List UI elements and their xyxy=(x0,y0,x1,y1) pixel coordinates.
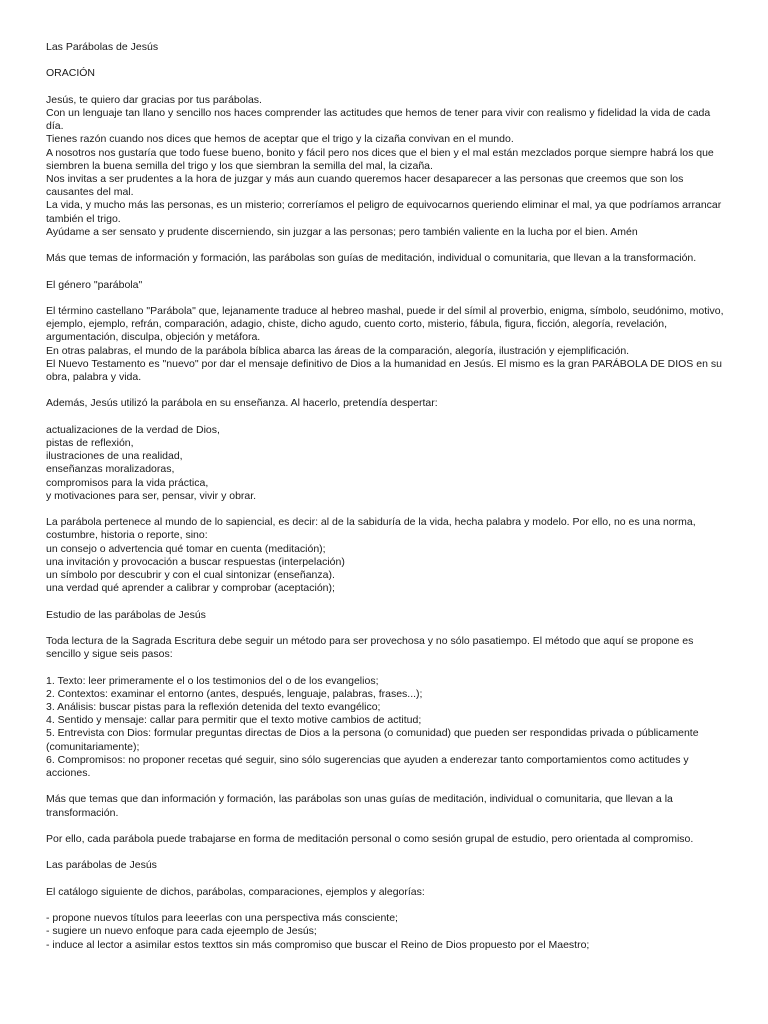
text-line: La vida, y mucho más las personas, es un misterio; correríamos el peligro de equivocarnos queriendo eliminar el mal, ya que podríamos arrancar también el trigo. xyxy=(46,199,722,225)
text-line: Ayúdame a ser sensato y prudente discerniendo, sin juzgar a las personas; pero también valiente en la lucha por el bien. Amén xyxy=(46,225,638,238)
text-paragraph xyxy=(46,305,726,384)
text-paragraph xyxy=(46,516,726,595)
text-line: Jesús, te quiero dar gracias por tus parábolas. xyxy=(46,93,262,106)
document-title xyxy=(46,41,726,54)
text-line: La parábola pertenece al mundo de lo sapiencial, es decir: al de la sabiduría de la vida, hecha palabra y modelo. Por ello, no es una norma, costumbre, historia o reporte, sino: xyxy=(46,516,696,542)
text-line: Por ello, cada parábola puede trabajarse en forma de meditación personal o como sesión grupal de estudio, pero orientada al compromiso. xyxy=(46,832,694,845)
document-page xyxy=(46,41,726,965)
text-line: Tienes razón cuando nos dices que hemos de aceptar que el trigo y la cizaña convivan en el mundo. xyxy=(46,133,514,146)
text-line: Más que temas de información y formación, las parábolas son guías de meditación, individual o comunitaria, que llevan a la transformación. xyxy=(46,252,697,265)
text-paragraph xyxy=(46,833,726,846)
text-line: 1. Texto: leer primeramente el o los testimonios del o de los evangelios; xyxy=(46,674,379,687)
text-line: Las Parábolas de Jesús xyxy=(46,41,159,53)
text-paragraph xyxy=(46,912,726,952)
text-line: Más que temas que dan información y formación, las parábolas son unas guías de meditación, individual o comunitaria, que llevan a la transformación. xyxy=(46,793,673,819)
text-line: - sugiere un nuevo enfoque para cada ejeemplo de Jesús; xyxy=(46,925,317,938)
text-line: El catálogo siguiente de dichos, parábolas, comparaciones, ejemplos y alegorías: xyxy=(46,885,425,898)
text-line: - induce al lector a asimilar estos texttos sin más compromiso que buscar el Reino de Dios propuesto por el Maestro; xyxy=(46,938,590,951)
text-line: A nosotros nos gustaría que todo fuese bueno, bonito y fácil pero nos dices que el bien y el mal están mezclados porque siempre habrá los que siembren la buena semilla del trigo y los que siembran la semilla del mal, la cizaña. xyxy=(46,146,714,172)
text-line: pistas de reflexión, xyxy=(46,436,134,449)
text-line: una verdad qué aprender a calibrar y comprobar (aceptación); xyxy=(46,582,335,595)
text-paragraph xyxy=(46,279,726,292)
text-paragraph xyxy=(46,67,726,80)
text-line: 3. Análisis: buscar pistas para la reflexión detenida del texto evangélico; xyxy=(46,700,381,713)
text-line: compromisos para la vida práctica, xyxy=(46,476,209,489)
text-paragraph xyxy=(46,886,726,899)
text-paragraph xyxy=(46,635,726,661)
text-line: 6. Compromisos: no proponer recetas qué seguir, sino sólo sugerencias que ayuden a enderezar tanto comportamientos como actitudes y acciones. xyxy=(46,753,689,779)
text-line: Las parábolas de Jesús xyxy=(46,859,157,872)
text-line: 2. Contextos: examinar el entorno (antes, después, lenguaje, palabras, frases...); xyxy=(46,687,423,700)
text-line: ilustraciones de una realidad, xyxy=(46,450,183,463)
text-paragraph xyxy=(46,793,726,819)
text-line: Nos invitas a ser prudentes a la hora de juzgar y más aun cuando queremos hacer desaparecer a las personas que creemos que son los causantes del mal. xyxy=(46,173,684,199)
text-line: El Nuevo Testamento es "nuevo" por dar el mensaje definitivo de Dios a la humanidad en Jesús. El mismo es la gran PARÁBOLA DE DIOS en su obra, palabra y vida. xyxy=(46,357,722,383)
text-line: 4. Sentido y mensaje: callar para permitir que el texto motive cambios de actitud; xyxy=(46,714,422,727)
text-line: - propone nuevos títulos para leeerlas con una perspectiva más consciente; xyxy=(46,912,398,925)
text-line: un consejo o advertencia qué tomar en cuenta (meditación); xyxy=(46,542,326,555)
text-paragraph xyxy=(46,94,726,239)
text-paragraph xyxy=(46,252,726,265)
text-line: El término castellano "Parábola" que, lejanamente traduce al hebreo mashal, puede ir del símil al proverbio, enigma, símbolo, seudónimo, motivo, ejemplo, ejemplo, refrán, comparación, adagio, chiste, dicho agudo, cuento corto, misterio, fábula, figura, ficción, alegoría, revelación, argumentación, disculpa, objeción y metáfora. xyxy=(46,304,724,344)
text-line: Con un lenguaje tan llano y sencillo nos haces comprender las actitudes que hemos de tener para vivir con realismo y fidelidad la vida de cada día. xyxy=(46,106,711,133)
text-line: una invitación y provocación a buscar respuestas (interpelación) xyxy=(46,555,345,568)
text-line: actualizaciones de la verdad de Dios, xyxy=(46,423,220,436)
text-line: un símbolo por descubrir y con el cual sintonizar (enseñanza). xyxy=(46,569,335,581)
text-line: El género "parábola" xyxy=(46,278,143,291)
text-paragraph xyxy=(46,675,726,781)
text-line: y motivaciones para ser, pensar, vivir y obrar. xyxy=(46,489,257,502)
text-line: ORACIÓN xyxy=(46,67,96,80)
text-line: Toda lectura de la Sagrada Escritura debe seguir un método para ser provechosa y no sólo pasatiempo. El método que aquí se propone es sencillo y sigue seis pasos: xyxy=(46,634,694,661)
text-paragraph xyxy=(46,397,726,410)
text-line: enseñanzas moralizadoras, xyxy=(46,463,175,476)
text-line: Estudio de las parábolas de Jesús xyxy=(46,608,206,621)
text-paragraph xyxy=(46,609,726,622)
text-line: Además, Jesús utilizó la parábola en su enseñanza. Al hacerlo, pretendía despertar: xyxy=(46,397,438,410)
text-line: En otras palabras, el mundo de la parábola bíblica abarca las áreas de la comparación, alegoría, ilustración y ejemplificación. xyxy=(46,344,630,357)
text-paragraph xyxy=(46,424,726,503)
text-paragraph xyxy=(46,859,726,872)
text-line: 5. Entrevista con Dios: formular preguntas directas de Dios a la persona (o comunidad) que pueden ser respondidas privada o públicamente (comunitariamente); xyxy=(46,727,699,753)
